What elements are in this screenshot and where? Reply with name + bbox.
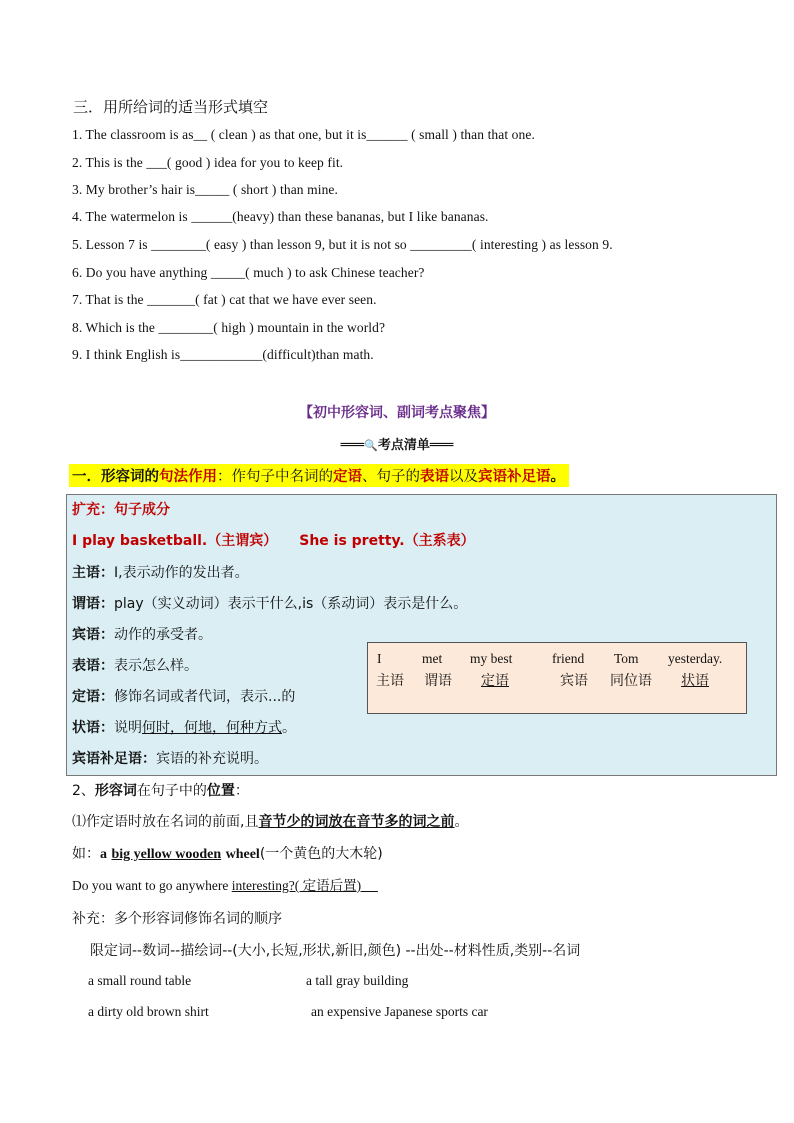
question-item: 6. Do you have anything _____( much ) to ask Chinese teacher? [72, 265, 425, 280]
point-one-comp: 宾语补足语 [478, 469, 551, 485]
component-row [72, 562, 249, 582]
point-one-syntax: 句法作用 [159, 469, 217, 485]
point-two-title [72, 780, 249, 800]
point-one-pred: 表语 [420, 469, 449, 485]
point-two-mid: 在句子中的 [136, 783, 207, 799]
component-row [72, 717, 296, 737]
rule-one-emphasis: 音节少的词放在音节多的词之前 [258, 814, 455, 830]
point-one-attr: 定语 [333, 469, 362, 485]
component-desc: play（实义动词）表示干什么,is（系动词）表示是什么。 [114, 596, 468, 612]
point-one-text: 以及 [449, 469, 478, 485]
example-two-underlined: interesting?( 定语后置) [231, 878, 362, 893]
rule-one-end: 。 [454, 814, 469, 830]
subheading-text: 考点清单 [377, 438, 430, 453]
point-one-text: 、句子的 [362, 469, 420, 485]
example-role: 谓语 [424, 673, 452, 689]
component-desc: I,表示动作的发出者。 [114, 565, 249, 581]
point-one-prefix: 一．形容词的 [72, 469, 159, 485]
component-row [72, 624, 212, 644]
example-role: 主语 [376, 673, 404, 689]
component-desc-underlined: 何时，何地，何种方式 [142, 720, 282, 736]
example-role: 同位语 [610, 673, 652, 689]
example-adjectives: big yellow wooden [111, 847, 222, 862]
rule-one-text: ⑴作定语时放在名词的前面,且 [72, 814, 259, 830]
component-row [72, 748, 268, 768]
example-two-tail [361, 878, 378, 893]
order-example: an expensive Japanese sports car [311, 1004, 488, 1019]
component-desc: 修饰名词或者代词，表示...的 [114, 689, 296, 705]
rule-one [72, 811, 468, 831]
point-two-word: 形容词 [94, 783, 137, 799]
example-one [72, 843, 383, 863]
question-item: 1. The classroom is as__ ( clean ) as that one, but it is______ ( small ) than that one. [72, 127, 535, 142]
example-role: 状语 [681, 673, 709, 689]
component-desc: 动作的承受者。 [114, 627, 212, 643]
point-one-highlight [69, 464, 569, 487]
magnifier-icon: 🔍 [364, 439, 378, 452]
question-item: 3. My brother’s hair is_____ ( short ) than mine. [72, 182, 338, 197]
component-row [72, 655, 198, 675]
example-slp: She is pretty.（主系表） [299, 533, 475, 549]
order-example: a tall gray building [306, 973, 409, 988]
adjective-order: 限定词--数词--描绘词--(大小,长短,形状,新旧,颜色) --出处--材料性质,类别--名词 [90, 943, 581, 959]
section-heading: 【初中形容词、副词考点聚焦】 [299, 405, 495, 421]
example-two [72, 874, 378, 894]
component-term: 主语： [72, 565, 114, 581]
question-item: 7. That is the _______( fat ) cat that we have ever seen. [72, 292, 377, 307]
question-item: 4. The watermelon is ______(heavy) than these bananas, but I like bananas. [72, 209, 489, 224]
example-word: my best [470, 651, 513, 666]
order-example: a dirty old brown shirt [88, 1004, 209, 1019]
component-desc: 表示怎么样。 [114, 658, 198, 674]
box-examples [72, 530, 475, 550]
component-term: 谓语： [72, 596, 114, 612]
component-row [72, 593, 467, 613]
example-word: yesterday. [668, 651, 723, 666]
left-rule: ═══ [340, 438, 365, 453]
component-term: 宾语： [72, 627, 114, 643]
example-two-text: Do you want to go anywhere [72, 878, 232, 893]
point-one-text: ：作句子中名词的 [217, 469, 333, 485]
example-role: 定语 [481, 673, 509, 689]
example-translation: (一个黄色的大木轮) [259, 846, 383, 862]
component-term: 定语： [72, 689, 114, 705]
question-item: 2. This is the ___( good ) idea for you to keep fit. [72, 155, 344, 170]
component-desc: 。 [282, 720, 296, 736]
component-term: 状语： [72, 720, 114, 736]
component-desc: 宾语的补充说明。 [156, 751, 268, 767]
example-word: friend [552, 651, 585, 666]
question-item: 9. I think English is____________(difficult)than math. [72, 347, 374, 362]
component-term: 宾语补足语： [72, 751, 156, 767]
point-two-end: ： [234, 783, 249, 799]
section-title: 三．用所给词的适当形式填空 [73, 98, 269, 116]
example-role: 宾语 [560, 673, 588, 689]
point-two-pos: 位置 [206, 783, 235, 799]
checklist-subheading [0, 434, 794, 453]
point-two-prefix: 2、 [72, 783, 95, 799]
example-word: met [422, 651, 443, 666]
right-rule: ═══ [429, 438, 454, 453]
supplement-title: 补充：多个形容词修饰名词的顺序 [72, 911, 282, 927]
component-row [72, 686, 295, 706]
example-noun: wheel [225, 847, 260, 862]
example-word: I [377, 651, 382, 666]
order-example: a small round table [88, 973, 192, 988]
example-label: 如： [72, 846, 100, 862]
component-desc: 说明 [114, 720, 142, 736]
component-term: 表语： [72, 658, 114, 674]
question-item: 5. Lesson 7 is ________( easy ) than lesson 9, but it is not so _________( interesting ) as lesson 9. [72, 237, 613, 252]
box-title: 扩充：句子成分 [72, 502, 170, 518]
example-word: Tom [614, 651, 639, 666]
example-article: a [100, 847, 107, 862]
example-svo: I play basketball.（主谓宾） [72, 533, 278, 549]
point-one-end: 。 [550, 469, 565, 485]
question-item: 8. Which is the ________( high ) mountain in the world? [72, 320, 386, 335]
